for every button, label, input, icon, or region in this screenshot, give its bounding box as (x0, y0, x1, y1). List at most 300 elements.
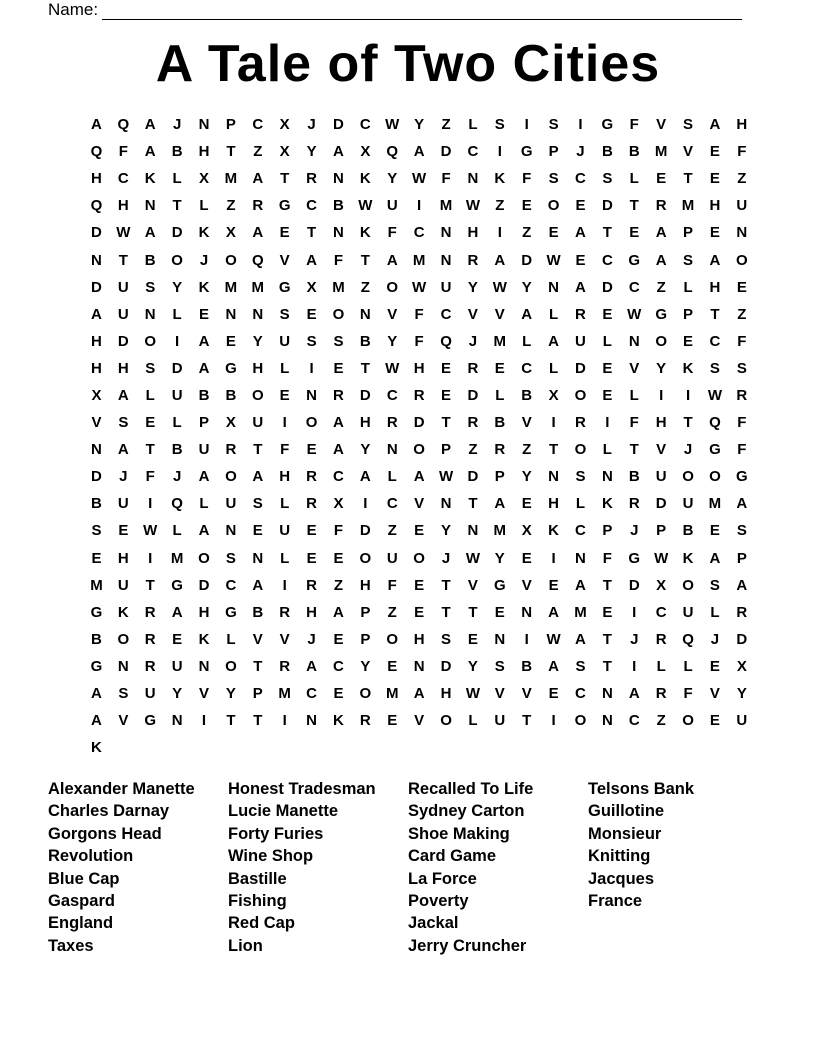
grid-letter: T (468, 603, 478, 621)
grid-letter: R (225, 441, 237, 459)
grid-letter: H (413, 630, 425, 648)
grid-letter: O (574, 386, 587, 404)
grid-letter: T (280, 170, 290, 188)
word-list-item: Jacques (588, 869, 655, 888)
grid-letter: L (656, 657, 666, 675)
grid-letter: L (602, 332, 612, 350)
grid-letter: H (359, 576, 371, 594)
grid-letter: N (91, 251, 102, 269)
grid-letter: I (417, 197, 422, 215)
grid-letter: E (333, 685, 344, 703)
grid-letter: D (359, 522, 371, 540)
grid-letter: A (413, 685, 425, 703)
grid-letter: N (601, 712, 613, 730)
grid-letter: N (144, 305, 156, 323)
grid-letter: V (387, 305, 398, 323)
word-list-item: Gaspard (48, 891, 115, 910)
grid-letter: H (306, 603, 317, 621)
grid-letter: V (656, 116, 667, 134)
grid-letter: Z (737, 170, 747, 188)
grid-letter: O (682, 468, 694, 486)
grid-letter: Y (252, 332, 263, 350)
grid-letter: Y (494, 549, 505, 567)
grid-letter: R (252, 197, 264, 215)
grid-letter: K (117, 603, 129, 621)
grid-letter: I (201, 712, 207, 730)
grid-letter: G (225, 359, 237, 377)
grid-letter: E (252, 522, 263, 540)
grid-letter: I (605, 414, 610, 432)
grid-letter: H (709, 278, 721, 296)
grid-letter: E (709, 143, 720, 161)
grid-letter: N (252, 305, 264, 323)
grid-letter: C (628, 278, 640, 296)
grid-letter: N (548, 468, 559, 486)
grid-letter: U (736, 712, 748, 730)
grid-letter: D (413, 414, 425, 432)
grid-letter: C (575, 522, 586, 540)
grid-letter: J (630, 522, 639, 540)
grid-letter: A (333, 414, 344, 432)
grid-letter: N (628, 332, 640, 350)
grid-letter: I (175, 332, 180, 350)
grid-letter: U (494, 712, 506, 730)
grid-letter: N (440, 251, 452, 269)
grid-letter: R (144, 630, 156, 648)
grid-letter: B (601, 143, 613, 161)
grid-letter: E (414, 522, 425, 540)
grid-letter: I (632, 603, 637, 621)
grid-letter: H (91, 170, 102, 188)
grid-letter: N (225, 305, 237, 323)
grid-letter: S (252, 495, 263, 513)
grid-letter: N (359, 305, 371, 323)
grid-letter: E (333, 630, 344, 648)
grid-letter: B (91, 630, 102, 648)
grid-letter: L (226, 630, 236, 648)
grid-letter: G (628, 251, 641, 269)
grid-letter: W (654, 549, 669, 567)
grid-letter: W (358, 197, 373, 215)
grid-letter: P (360, 630, 371, 648)
grid-letter: P (494, 468, 505, 486)
grid-letter: K (682, 359, 694, 377)
grid-letter: P (656, 522, 667, 540)
grid-letter: O (225, 657, 237, 675)
grid-letter: Y (467, 657, 478, 675)
grid-letter: D (440, 657, 452, 675)
grid-letter: E (575, 251, 586, 269)
grid-letter: T (226, 712, 236, 730)
grid-letter: T (306, 224, 317, 242)
grid-letter: V (629, 359, 640, 377)
grid-letter: E (441, 359, 452, 377)
grid-letter: H (252, 359, 264, 377)
grid-letter: M (251, 278, 265, 296)
grid-letter: E (306, 522, 317, 540)
grid-letter: G (278, 278, 291, 296)
grid-letter: H (91, 332, 102, 350)
grid-letter: T (602, 630, 612, 648)
grid-letter: A (548, 332, 559, 350)
grid-letter: V (521, 414, 532, 432)
grid-letter: E (145, 414, 156, 432)
grid-letter: A (144, 116, 156, 134)
grid-letter: R (306, 170, 317, 188)
grid-letter: P (602, 522, 613, 540)
grid-letter: A (655, 224, 667, 242)
grid-letter: E (709, 224, 720, 242)
grid-letter: B (225, 386, 237, 404)
grid-letter: Y (656, 359, 667, 377)
grid-letter: Z (441, 116, 451, 134)
grid-letter: R (413, 386, 425, 404)
grid-letter: A (575, 576, 586, 594)
grid-letter: W (438, 468, 454, 486)
grid-letter: E (306, 549, 317, 567)
grid-letter: H (548, 495, 559, 513)
grid-letter: V (494, 305, 505, 323)
grid-letter: U (682, 495, 694, 513)
grid-letter: L (280, 359, 290, 377)
grid-letter: E (172, 630, 183, 648)
word-list-item: Sydney Carton (408, 802, 525, 821)
grid-letter: F (333, 251, 344, 269)
grid-letter: O (574, 712, 587, 730)
name-label: Name: (48, 0, 99, 19)
grid-letter: L (468, 712, 478, 730)
grid-letter: N (225, 522, 237, 540)
word-list-item: Bastille (228, 869, 287, 888)
grid-letter: F (737, 143, 747, 161)
grid-letter: V (683, 143, 694, 161)
grid-letter: V (494, 685, 505, 703)
grid-letter: M (385, 685, 399, 703)
grid-letter: E (199, 305, 210, 323)
grid-letter: V (521, 576, 532, 594)
grid-letter: A (736, 495, 748, 513)
grid-letter: N (144, 197, 156, 215)
grid-letter: X (548, 386, 559, 404)
grid-letter: L (172, 414, 182, 432)
grid-letter: C (601, 251, 613, 269)
grid-letter: R (333, 386, 344, 404)
grid-letter: I (659, 386, 664, 404)
grid-letter: J (307, 630, 316, 648)
grid-letter: D (440, 143, 452, 161)
grid-letter: D (359, 386, 371, 404)
grid-letter: Y (736, 685, 747, 703)
grid-letter: F (441, 170, 451, 188)
grid-letter: A (386, 251, 398, 269)
grid-letter: S (145, 278, 156, 296)
grid-letter: A (709, 549, 721, 567)
grid-letter: Q (251, 251, 264, 269)
grid-letter: G (520, 143, 533, 161)
word-list-item: Guillotine (588, 802, 665, 821)
grid-letter: X (279, 116, 290, 134)
grid-letter: H (117, 549, 129, 567)
grid-letter: P (683, 224, 694, 242)
grid-letter: G (655, 305, 667, 323)
grid-letter: E (548, 576, 559, 594)
grid-letter: E (306, 441, 317, 459)
grid-letter: H (198, 143, 210, 161)
grid-letter: P (736, 549, 747, 567)
grid-letter: U (736, 197, 748, 215)
grid-letter: Y (387, 170, 398, 188)
grid-letter: V (91, 414, 102, 432)
grid-letter: X (333, 495, 344, 513)
grid-letter: A (359, 468, 371, 486)
grid-letter: I (282, 414, 287, 432)
grid-letter: N (736, 224, 748, 242)
grid-letter: J (172, 116, 182, 134)
grid-letter: Q (117, 116, 130, 134)
grid-letter: W (412, 278, 427, 296)
grid-letter: S (683, 251, 694, 269)
grid-letter: I (551, 414, 556, 432)
grid-letter: B (198, 386, 210, 404)
grid-letter: E (118, 522, 129, 540)
grid-letter: E (467, 630, 478, 648)
grid-letter: A (333, 603, 344, 621)
grid-letter: T (441, 576, 451, 594)
grid-letter: A (548, 657, 559, 675)
grid-letter: K (359, 224, 371, 242)
grid-letter: W (465, 549, 480, 567)
grid-letter: B (521, 657, 533, 675)
grid-letter: U (252, 414, 264, 432)
grid-letter: S (306, 332, 317, 350)
grid-letter: U (117, 305, 129, 323)
word-list-item: Lion (228, 936, 263, 955)
grid-letter: V (279, 630, 290, 648)
grid-letter: D (171, 224, 183, 242)
grid-letter: N (333, 224, 344, 242)
grid-letter: C (306, 685, 317, 703)
grid-letter: P (360, 603, 371, 621)
grid-letter: F (280, 441, 290, 459)
grid-letter: L (710, 603, 720, 621)
grid-letter: H (440, 685, 452, 703)
grid-letter: I (497, 143, 502, 161)
grid-letter: E (279, 224, 290, 242)
grid-letter: A (144, 224, 156, 242)
grid-letter: F (522, 170, 532, 188)
grid-letter: A (333, 441, 344, 459)
word-list-item: Gorgons Head (48, 824, 162, 843)
word-list (48, 778, 768, 957)
grid-letter: T (360, 251, 370, 269)
grid-letter: C (467, 143, 479, 161)
grid-letter: E (225, 332, 236, 350)
word-list-item: Knitting (588, 847, 651, 866)
word-list-item: Telsons Bank (588, 780, 695, 798)
grid-letter: A (333, 143, 344, 161)
name-underline[interactable] (102, 3, 742, 20)
word-list-item: Alexander Manette (48, 780, 195, 798)
grid-letter: O (144, 332, 157, 350)
grid-letter: G (278, 197, 291, 215)
grid-letter: Y (521, 278, 532, 296)
grid-letter: E (602, 603, 613, 621)
grid-letter: A (521, 305, 533, 323)
grid-letter: M (708, 495, 722, 513)
grid-letter: O (305, 414, 318, 432)
grid-letter: C (386, 386, 398, 404)
grid-letter: V (414, 712, 425, 730)
grid-letter: V (279, 251, 290, 269)
grid-letter: A (91, 712, 102, 730)
grid-letter: N (440, 495, 452, 513)
grid-letter: A (709, 251, 721, 269)
grid-letter: S (441, 630, 452, 648)
grid-letter: Z (495, 197, 505, 215)
grid-letter: C (521, 359, 533, 377)
grid-letter: N (494, 630, 506, 648)
grid-letter: C (386, 495, 398, 513)
grid-letter: S (494, 657, 505, 675)
grid-letter: V (709, 685, 720, 703)
grid-letter: A (198, 359, 210, 377)
grid-letter: Q (440, 332, 452, 350)
grid-letter: Y (360, 441, 371, 459)
word-list-item: Taxes (48, 936, 94, 955)
grid-letter: U (198, 441, 210, 459)
grid-letter: E (548, 685, 559, 703)
grid-letter: E (521, 495, 532, 513)
grid-letter: U (225, 495, 237, 513)
grid-letter: C (575, 170, 586, 188)
grid-letter: Z (656, 712, 666, 730)
grid-letter: F (737, 414, 747, 432)
grid-letter: G (628, 549, 641, 567)
grid-letter: N (306, 386, 317, 404)
grid-letter: N (575, 549, 586, 567)
grid-letter: T (602, 657, 612, 675)
grid-letter: J (172, 468, 182, 486)
grid-letter: M (439, 197, 453, 215)
grid-letter: D (628, 576, 640, 594)
grid-letter: H (736, 116, 748, 134)
grid-letter: T (253, 441, 263, 459)
grid-letter: M (493, 332, 507, 350)
grid-letter: R (359, 712, 371, 730)
grid-letter: U (171, 386, 183, 404)
grid-letter: A (306, 251, 317, 269)
grid-letter: R (628, 495, 640, 513)
grid-letter: I (497, 224, 502, 242)
grid-letter: W (546, 251, 561, 269)
name-field[interactable] (48, 0, 742, 20)
grid-letter: V (656, 441, 667, 459)
grid-letter: C (117, 170, 129, 188)
grid-letter: M (681, 197, 695, 215)
grid-letter: R (736, 386, 748, 404)
grid-letter: O (359, 685, 372, 703)
grid-letter: Z (522, 441, 532, 459)
grid-letter: X (736, 657, 747, 675)
word-list-item: Card Game (408, 847, 497, 866)
grid-letter: A (252, 468, 264, 486)
grid-letter: V (467, 305, 478, 323)
grid-letter: A (575, 630, 586, 648)
grid-letter: Z (333, 576, 344, 594)
grid-letter: L (683, 657, 693, 675)
word-list-item: England (48, 914, 114, 933)
grid-letter: O (413, 441, 425, 459)
grid-letter: R (655, 630, 667, 648)
grid-letter: N (333, 170, 344, 188)
grid-letter: J (199, 251, 209, 269)
grid-letter: X (225, 224, 236, 242)
grid-letter: I (524, 116, 529, 134)
grid-letter: L (549, 359, 559, 377)
grid-letter: Z (360, 278, 370, 296)
grid-letter: K (682, 549, 694, 567)
grid-letter: C (575, 685, 586, 703)
grid-letter: S (736, 522, 747, 540)
grid-letter: H (467, 224, 479, 242)
grid-letter: L (199, 197, 209, 215)
grid-letter: O (251, 386, 264, 404)
grid-letter: W (492, 278, 507, 296)
grid-letter: A (91, 116, 102, 134)
grid-letter: C (440, 305, 452, 323)
grid-letter: C (413, 224, 425, 242)
grid-letter: O (574, 441, 587, 459)
word-list-item: Blue Cap (48, 869, 120, 888)
grid-letter: Z (656, 278, 666, 296)
grid-letter: L (602, 441, 612, 459)
grid-letter: I (282, 712, 287, 730)
grid-letter: E (575, 197, 586, 215)
grid-letter: E (709, 712, 720, 730)
grid-letter: Q (171, 495, 183, 513)
grid-letter: W (627, 305, 642, 323)
grid-letter: L (629, 170, 639, 188)
grid-letter: D (736, 630, 748, 648)
grid-letter: T (683, 170, 693, 188)
grid-letter: J (683, 441, 693, 459)
grid-letter: L (280, 549, 290, 567)
grid-letter: E (736, 278, 747, 296)
grid-letter: B (91, 495, 102, 513)
grid-letter: B (682, 522, 694, 540)
grid-letter: B (628, 143, 640, 161)
grid-letter: Z (468, 441, 478, 459)
grid-letter: S (333, 332, 344, 350)
grid-letter: K (601, 495, 613, 513)
grid-letter: X (199, 170, 210, 188)
word-list-item: La Force (408, 869, 477, 888)
grid-letter: M (654, 143, 668, 161)
grid-letter: A (413, 143, 425, 161)
grid-letter: Y (414, 116, 425, 134)
grid-letter: O (655, 332, 667, 350)
grid-letter: D (198, 576, 210, 594)
grid-letter: T (172, 197, 182, 215)
grid-letter: Y (521, 468, 532, 486)
grid-letter: A (252, 224, 264, 242)
grid-letter: F (683, 685, 693, 703)
grid-letter: O (225, 468, 237, 486)
grid-letter: U (144, 685, 156, 703)
grid-letter: C (306, 197, 317, 215)
grid-letter: F (629, 414, 639, 432)
grid-letter: J (468, 332, 478, 350)
